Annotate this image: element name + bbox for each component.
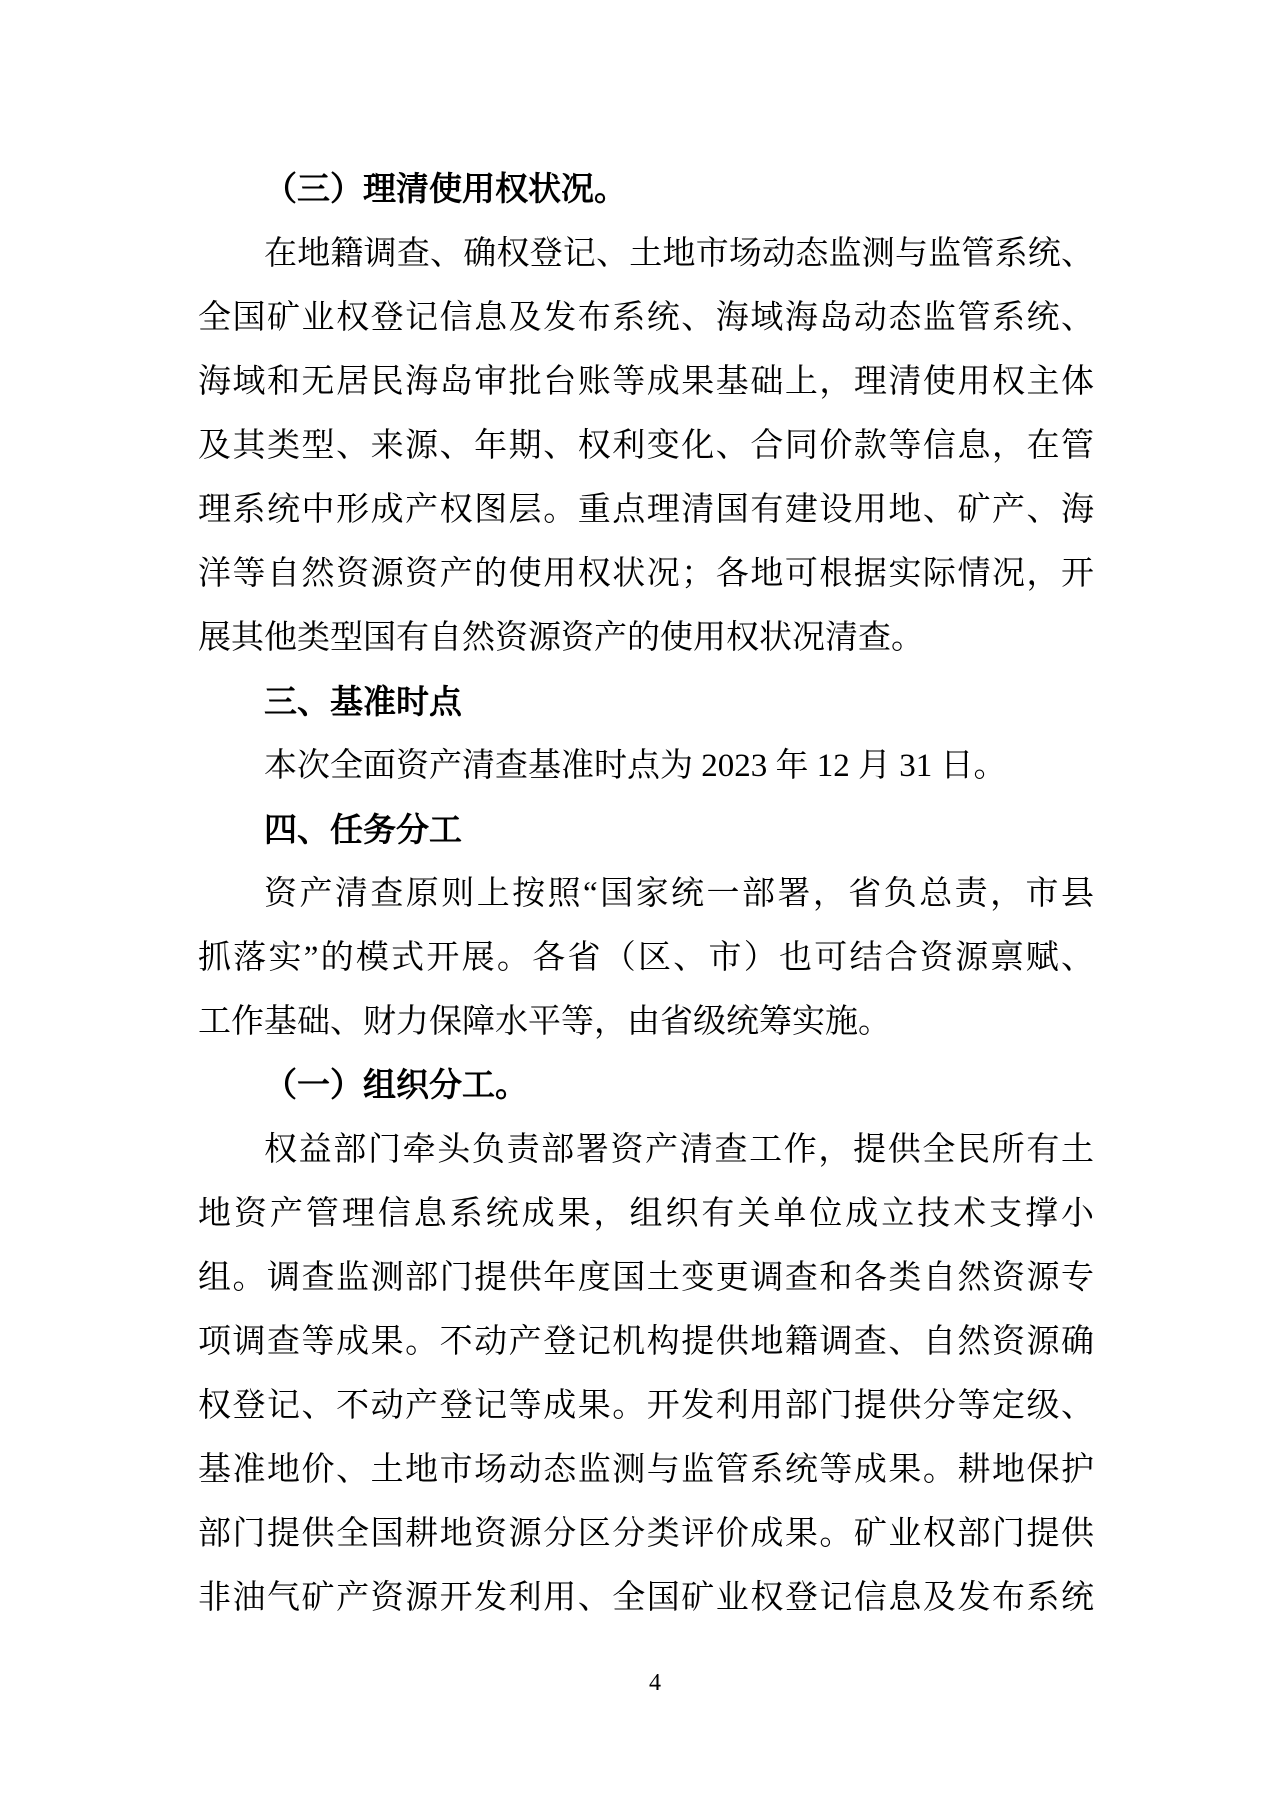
subsection-heading-1: （一）组织分工。 (264, 1068, 528, 1104)
text-line: 洋等自然资源资产的使用权状况；各地可根据实际情况，开 (198, 556, 1094, 592)
text-line: 展其他类型国有自然资源资产的使用权状况清查。 (198, 620, 924, 656)
text-line: 项调查等成果。不动产登记机构提供地籍调查、自然资源确 (198, 1324, 1094, 1360)
text-line: 非油气矿产资源开发利用、全国矿业权登记信息及发布系统 (198, 1580, 1094, 1616)
text-line: 地资产管理信息系统成果，组织有关单位成立技术支撑小 (198, 1196, 1094, 1232)
text-line: 部门提供全国耕地资源分区分类评价成果。矿业权部门提供 (198, 1516, 1094, 1552)
text-line: 组。调查监测部门提供年度国土变更调查和各类自然资源专 (198, 1260, 1094, 1296)
text-line: 资产清查原则上按照“国家统一部署，省负总责，市县 (264, 876, 1094, 912)
text-line: 抓落实”的模式开展。各省（区、市）也可结合资源禀赋、 (198, 940, 1094, 976)
text-line: 本次全面资产清查基准时点为 2023 年 12 月 31 日。 (264, 748, 1007, 784)
text-line: 全国矿业权登记信息及发布系统、海域海岛动态监管系统、 (198, 300, 1094, 336)
text-line: 工作基础、财力保障水平等，由省级统筹实施。 (198, 1004, 891, 1040)
text-line: 权登记、不动产登记等成果。开发利用部门提供分等定级、 (198, 1388, 1094, 1424)
text-line: 权益部门牵头负责部署资产清查工作，提供全民所有土 (264, 1132, 1094, 1168)
text-line: 及其类型、来源、年期、权利变化、合同价款等信息，在管 (198, 428, 1094, 464)
document-body (198, 158, 1094, 1630)
section-heading-4: 四、任务分工 (264, 811, 462, 848)
text-line: 理系统中形成产权图层。重点理清国有建设用地、矿产、海 (198, 492, 1094, 528)
text-line: 基准地价、土地市场动态监测与监管系统等成果。耕地保护 (198, 1452, 1094, 1488)
text-line: 海域和无居民海岛审批台账等成果基础上，理清使用权主体 (198, 364, 1094, 400)
subsection-heading-3: （三）理清使用权状况。 (264, 172, 627, 208)
section-heading-3: 三、基准时点 (264, 683, 462, 720)
text-line: 在地籍调查、确权登记、土地市场动态监测与监管系统、 (264, 236, 1094, 272)
page-number: 4 (649, 1670, 661, 1696)
